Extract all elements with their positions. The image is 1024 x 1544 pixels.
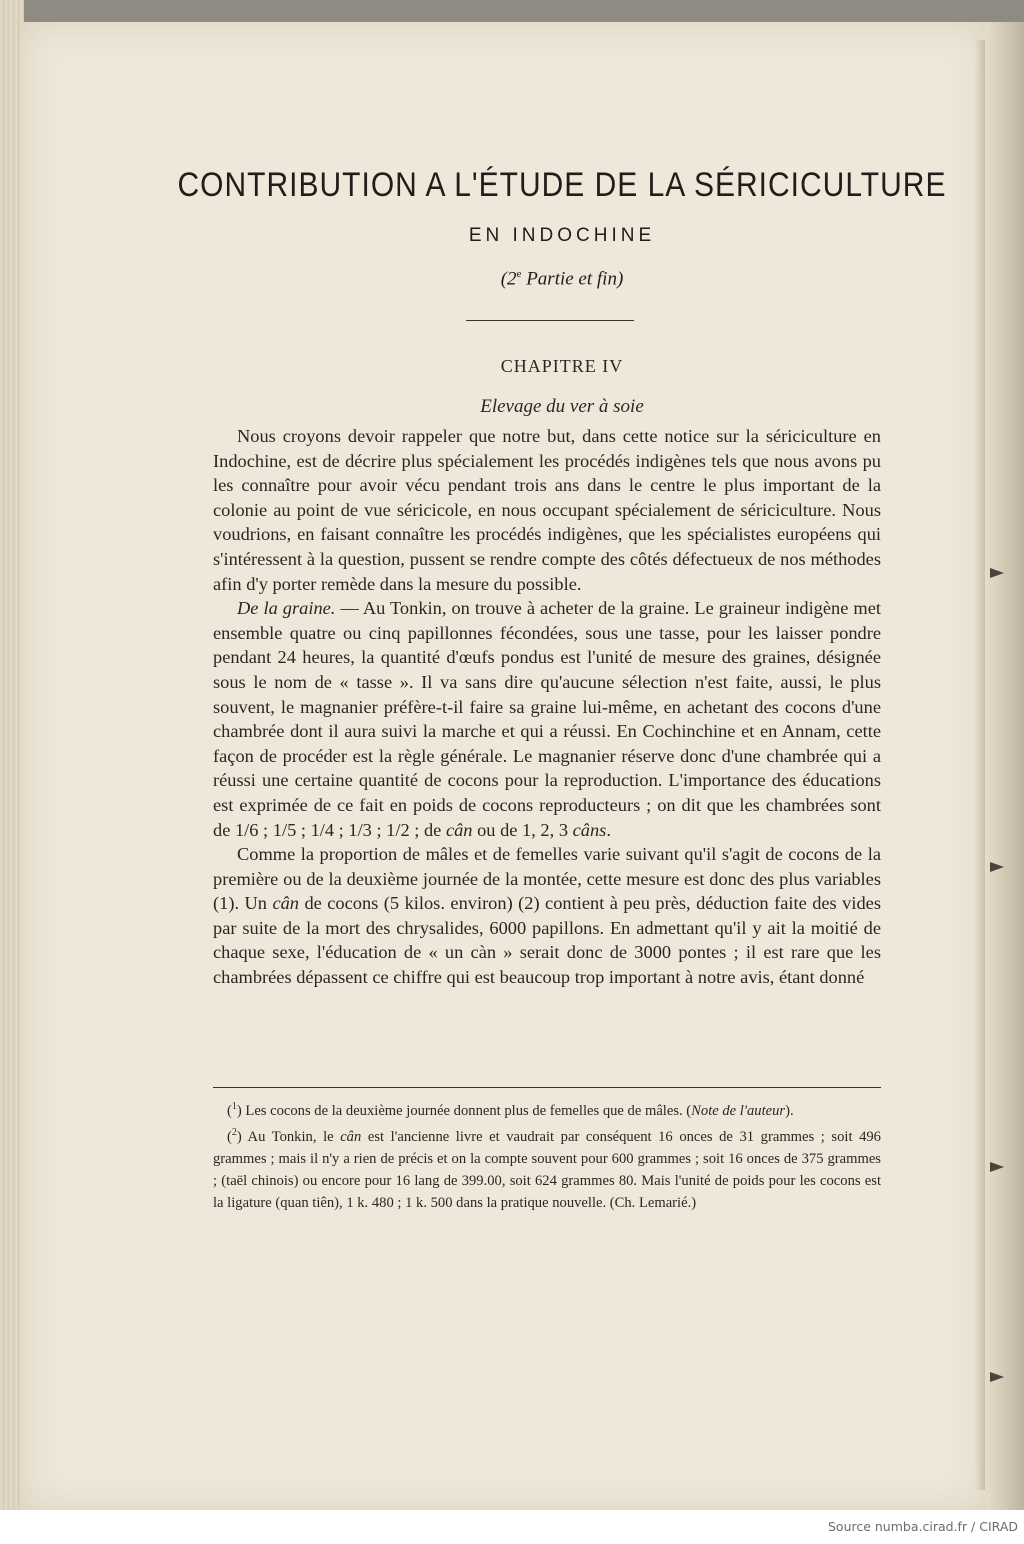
term-can: cân xyxy=(272,893,299,914)
footnote-2: ($^2$) Au Tonkin, le cân est l'ancienne livre et vaudrait par conséquent 16 onces de 31 grammes ; soit 496 grammes ; mais il n'y a rien de précis et on la compte souvent pour 600 grammes ; soit 16 onces de 375 grammes ; (taël chinois) ou encore pour 16 lang de 399.00, soit 624 grammes 80. Mais l'unité de poids pour les cocons est la ligature (quan tiên), 1 k. 480 ; 1 k. 500 dans la pratique nouvelle. (Ch. Lemarié.) xyxy=(213,1126,881,1211)
source-credit[interactable]: Source numba.cirad.fr / CIRAD xyxy=(827,1519,1018,1534)
footnote-2-text-b: est l'ancienne livre et vaudrait par conséquent 16 onces de 31 grammes ; soit 496 grammes ; mais il n'y a rien de précis et on la compte souvent pour 600 grammes ; soit 16 onces de 375 grammes ; (taël chinois) ou encore pour 16 lang de 399.00, soit 624 grammes 80. Mais l'unité de poids pour les cocons est la ligature (quan tiên), 1 k. 480 ; 1 k. 500 dans la pratique nouvelle. (Ch. Lemarié.) xyxy=(213,1128,881,1211)
part-superscript: e xyxy=(516,268,522,280)
footnote-1-text: Les cocons de la deuxième journée donnent plus de femelles que de mâles. ( xyxy=(241,1102,692,1119)
footnote-marker: 1 xyxy=(231,1101,237,1112)
footnote-marker: 2 xyxy=(231,1126,237,1138)
part-open: (2 xyxy=(500,268,517,290)
binding-tab-marker xyxy=(990,862,1004,872)
footnote-1-close: ). xyxy=(785,1102,794,1119)
binding-tab-marker xyxy=(990,1162,1004,1172)
binding-tab-marker xyxy=(990,1372,1004,1382)
chapter-heading: CHAPITRE IV xyxy=(500,356,624,376)
page-gutter-shadow xyxy=(975,40,985,1490)
term-can: cân xyxy=(340,1128,362,1145)
proportion-text-b: de cocons (5 kilos. environ) (2) contient à peu près, déduction faite des vides par suite de la mort des chrysalides, 6000 papillons. En admettant qu'il y ait la moitié de chaque sexe, l'éducation de « un càn » serait donc de 3000 pontes ; il est rare que les chambrées dépassent ce chiffre qui est beaucoup trop important à notre avis, étant donné xyxy=(213,893,881,988)
term-cans: câns xyxy=(572,819,607,840)
graine-text-end: . xyxy=(606,819,611,840)
graine-heading: De la graine. xyxy=(237,598,336,619)
body-text xyxy=(213,424,881,990)
paragraph-proportion xyxy=(213,842,881,990)
article-subtitle: EN INDOCHINE xyxy=(468,225,656,246)
footnote-1-italic: Note de l'auteur xyxy=(691,1102,786,1119)
paragraph-intro: Nous croyons devoir rappeler que notre but, dans cette notice sur la sériciculture en Indochine, est de décrire plus spécialement les procédés indigènes tels que nous avons pu les connaître pour avoir vécu pendant trois ans dans le centre le plus important de la colonie au point de vue séricicole, en nous occupant spécialement de sériciculture. Nous voudrions, en faisant connaître les procédés indigènes, que les spécialistes européens qui s'intéressent à la question, pussent se rendre compte des côtés défectueux de nos méthodes afin d'y porter remède dans la mesure du possible. xyxy=(213,426,881,594)
footnote-1: ($^1$) Les cocons de la deuxième journée donnent plus de femelles que de mâles. (Note de l'auteur). xyxy=(227,1101,794,1119)
part-indicator xyxy=(120,268,1004,290)
left-page-stack xyxy=(0,0,24,1510)
graine-text-b: ou de 1, 2, 3 xyxy=(472,819,573,840)
proportion-text-a: Comme la proportion de mâles et de femelles varie suivant qu'il s'agit de cocons de la première ou de la deuxième journée de la montée, cette mesure est donc des plus variables (1). Un xyxy=(213,844,881,914)
footnote-2-text-a: Au Tonkin, le xyxy=(241,1128,341,1145)
footnotes xyxy=(213,1096,881,1214)
graine-text-a: — Au Tonkin, on trouve à acheter de la graine. Le graineur indigène met ensemble quatre ou cinq papillonnes fécondées, sous une tasse, pour les laisser pondre pendant 24 heures, la quantité d'œufs pondus est l'unité de mesure des graines, désignée sous le nom de « tasse ». Il va sans dire qu'aucune sélection n'est faite, aussi, le plus souvent, le magnanier préfère-t-il faire sa graine lui-même, en achetant des cocons d'une chambrée dont il aura suivi la marche et qui a réussi. En Cochinchine et en Annam, cette façon de procéder est la règle générale. Le magnanier réserve donc d'une chambrée qui a réussi une certaine quantité de cocons pour la reproduction. L'importance des éducations est exprimée de ce fait en poids de cocons reproducteurs ; on dit que les chambrées sont de 1/6 ; 1/5 ; 1/4 ; 1/3 ; 1/2 ; de xyxy=(213,598,881,840)
binding-tab-marker xyxy=(990,568,1004,578)
paragraph-graine xyxy=(213,596,881,842)
section-title: Elevage du ver à soie xyxy=(480,396,644,417)
article-title: CONTRIBUTION A L'ÉTUDE DE LA SÉRICICULTURE xyxy=(177,166,947,204)
footnote-divider xyxy=(213,1087,881,1088)
term-can: cân xyxy=(445,819,473,840)
part-rest: Partie et fin) xyxy=(521,268,624,290)
title-divider xyxy=(466,320,634,321)
